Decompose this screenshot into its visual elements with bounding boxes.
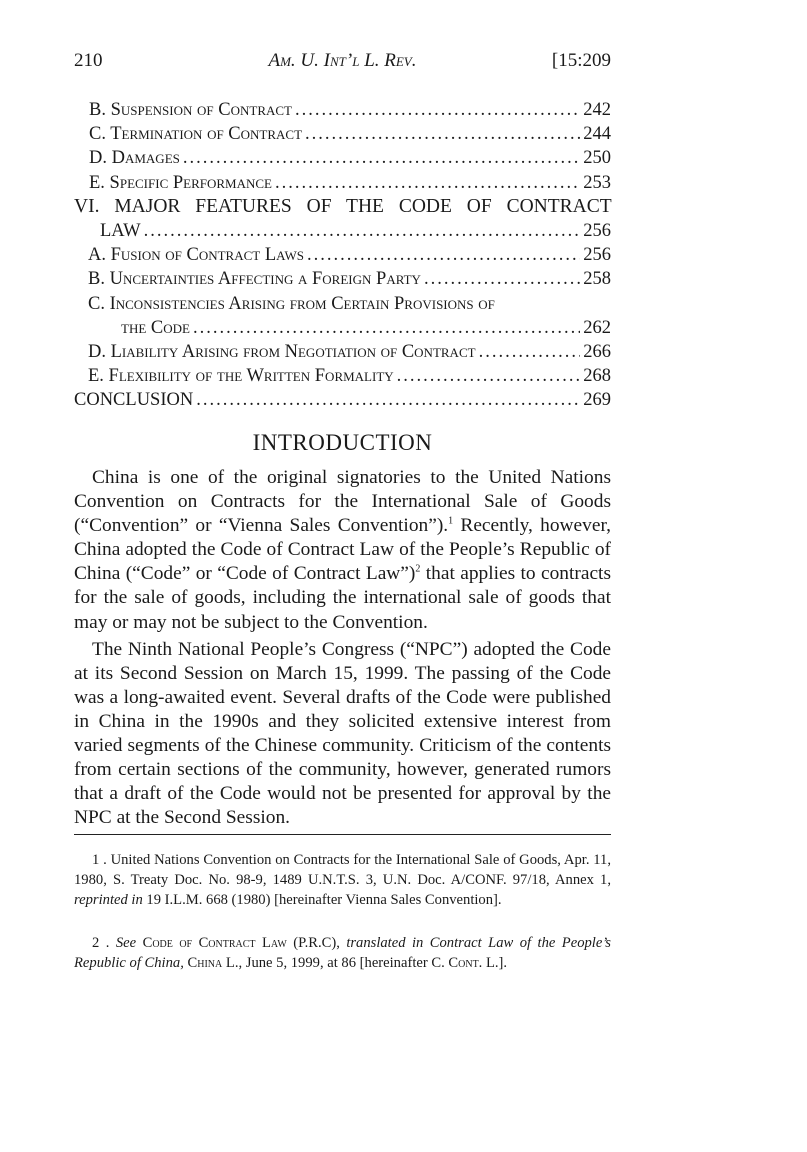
- toc-entry-label: B. Suspension of Contract: [89, 100, 292, 120]
- toc-entry-label: C. Termination of Contract: [89, 124, 303, 145]
- toc-entry-page: 262: [583, 317, 611, 338]
- toc-entry: [74, 171, 611, 195]
- toc-entry-page: 244: [583, 124, 611, 145]
- toc-entry-label: B. Uncertainties Affecting a Foreign Party: [88, 269, 421, 290]
- toc-entry-page: 258: [583, 269, 611, 290]
- journal-title: Am. U. Int’l L. Rev.: [268, 50, 417, 71]
- running-header: [74, 50, 611, 76]
- toc-entry-page: 256: [583, 220, 611, 241]
- toc-entry: [74, 316, 611, 340]
- toc-entry-label: D. Liability Arising from Negotiation of Contract: [88, 341, 476, 362]
- toc-entry: [74, 364, 611, 388]
- toc-entry: [74, 98, 611, 122]
- footnote-2: 2 . See Code of Contract Law (P.R.C), translated in Contract Law of the People’s Republic of China, China L., June 5, 1999, at 86 [hereinafter C. Cont. L.].: [74, 935, 611, 971]
- footnote-ref[interactable]: 2: [415, 563, 421, 575]
- table-of-contents: [74, 98, 611, 412]
- paragraph: China is one of the original signatories to the United Nations Convention on Contracts for the International Sale of Goods (“Convention” or “Vienna Sales Convention”).$^1$ Recently, however, China adopted the Code of Contract Law of the People’s Republic of China (“Code” or “Code of Contract Law”)$^2$ that applies to contracts for the sale of goods, including the international sale of goods that may or may not be subject to the Convention.: [74, 467, 611, 633]
- toc-entry-label: LAW: [100, 220, 141, 241]
- toc-entry: [74, 267, 611, 291]
- toc-entry-label: A. Fusion of Contract Laws: [88, 245, 304, 266]
- toc-entry: [74, 388, 611, 412]
- footnote-1: 1 . United Nations Convention on Contracts for the International Sale of Goods, Apr. 11, 1980, S. Treaty Doc. No. 98-9, 1489 U.N.T.S. 3, U.N. Doc. A/CONF. 97/18, Annex 1, reprinted in 19 I.L.M. 668 (1980) [hereinafter Vienna Sales Convention].: [74, 852, 611, 908]
- toc-entry-label: CONCLUSION: [74, 390, 194, 411]
- toc-entry-page: 269: [583, 390, 611, 411]
- toc-entry: [74, 122, 611, 146]
- toc-entry: [74, 340, 611, 364]
- toc-entry-page: 268: [583, 366, 611, 387]
- paragraph: The Ninth National People’s Congress (“NPC”) adopted the Code at its Second Session on March 15, 1999. The passing of the Code was a long-awaited event. Several drafts of the Code were published in China in the 1990s and they solicited extensive interest from varied segments of the Chinese community. Criticism of the contents from certain sections of the community, however, generated rumors that a draft of the Code would not be presented for approval by the NPC at the Second Session.: [74, 638, 611, 829]
- toc-entry: [74, 292, 611, 316]
- toc-entry-label: D. Damages: [89, 148, 180, 169]
- toc-entry-page: 256: [583, 245, 611, 266]
- toc-entry: [74, 195, 611, 219]
- toc-entry-page: 266: [583, 341, 611, 362]
- toc-entry-page: 250: [583, 148, 611, 169]
- toc-entry-label: the Code: [121, 317, 190, 338]
- page-number: 210: [74, 50, 103, 71]
- toc-entry-label: VI. MAJOR FEATURES OF THE CODE OF CONTRACT: [74, 195, 612, 217]
- toc-entry: [74, 243, 611, 267]
- footnote-ref[interactable]: 1: [448, 515, 454, 527]
- toc-entry-page: 242: [583, 100, 611, 120]
- body-text: [74, 466, 611, 833]
- footnote-divider: [74, 834, 611, 835]
- toc-entry-label: E. Specific Performance: [89, 172, 273, 193]
- section-heading: INTRODUCTION: [252, 430, 433, 455]
- toc-entry: [74, 219, 611, 243]
- volume-citation: [15:209: [551, 50, 611, 71]
- toc-entry: [74, 146, 611, 170]
- toc-entry-page: 253: [583, 172, 611, 193]
- toc-entry-label: E. Flexibility of the Written Formality: [88, 366, 394, 387]
- toc-entry-label: C. Inconsistencies Arising from Certain Provisions of: [88, 293, 495, 314]
